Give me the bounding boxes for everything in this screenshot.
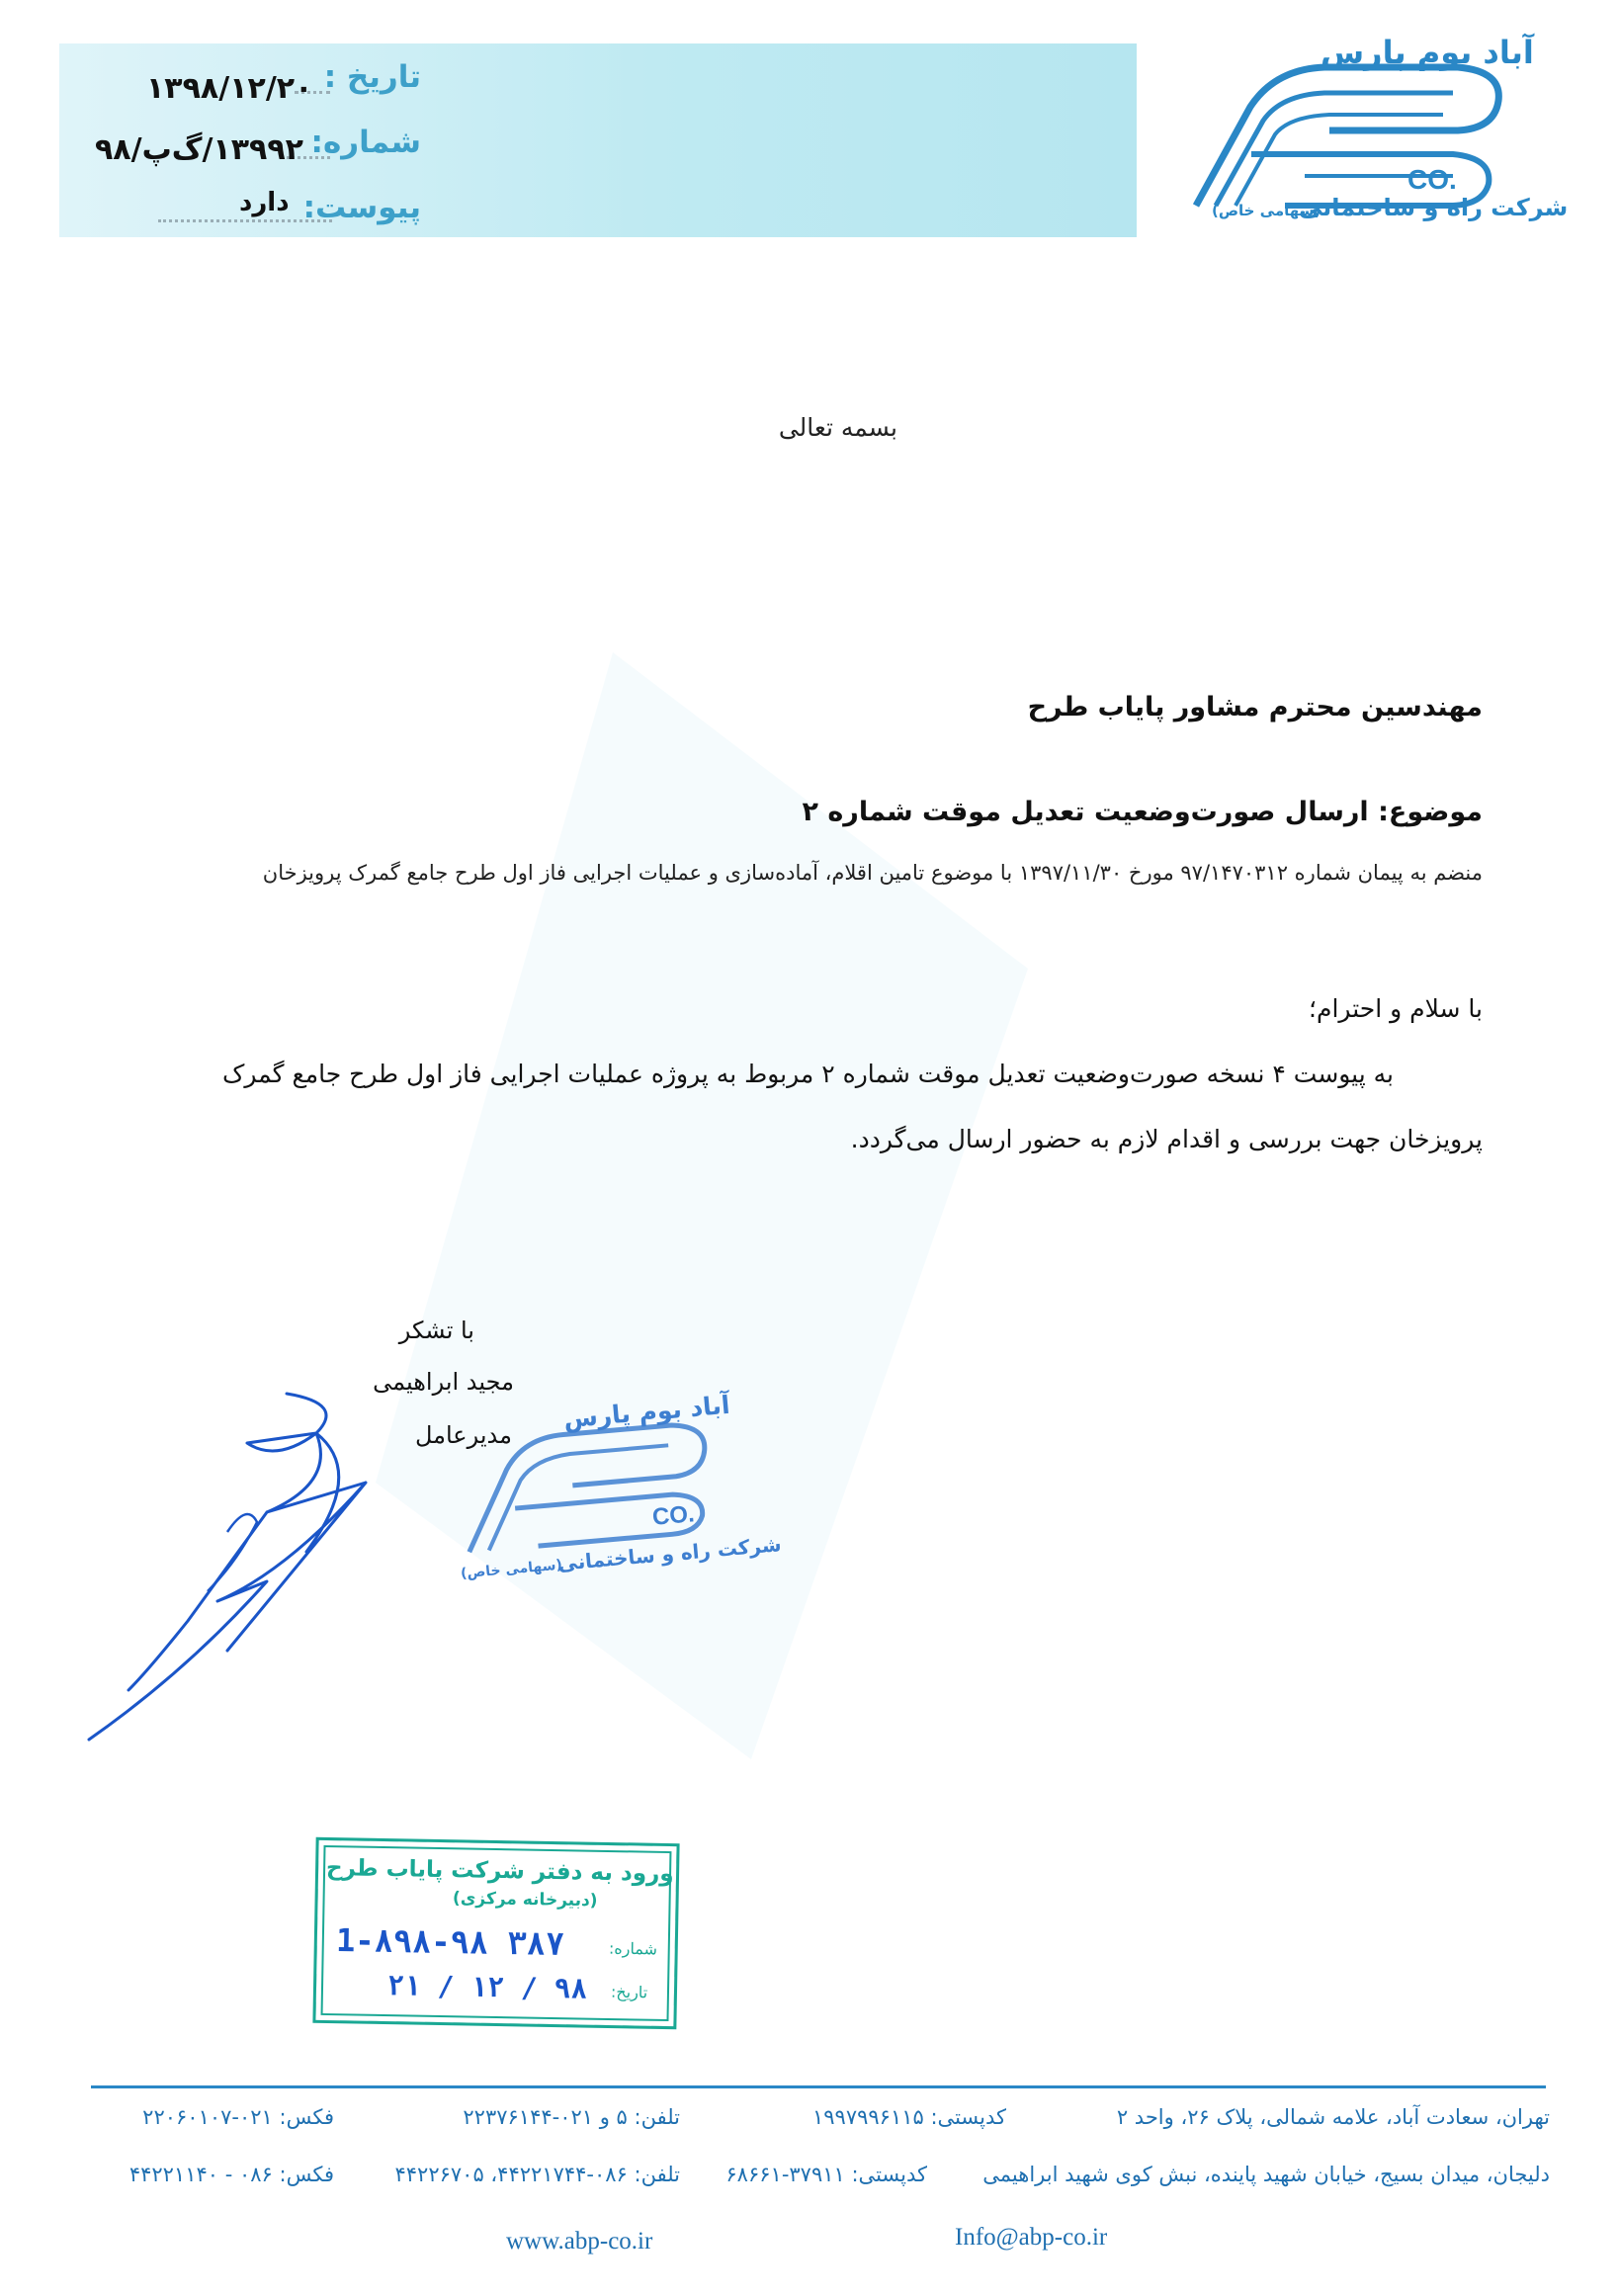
number-label: شماره: <box>310 125 421 160</box>
handwritten-signature <box>69 1374 544 1749</box>
footer-delijan-phone <box>394 2163 680 2186</box>
footer-tehran-fax-label: فکس: <box>279 2105 334 2129</box>
footer-tehran-phone <box>463 2105 680 2129</box>
footer-tehran-phone-label: تلفن: <box>634 2105 680 2129</box>
footer-tehran-postal-label: کدپستی: <box>930 2105 1006 2129</box>
logo-co: CO. <box>1407 164 1457 195</box>
logo-company-name: آباد بوم پارس <box>1321 34 1534 71</box>
footer-tehran-address: تهران، سعادت آباد، علامه شمالی، پلاک ۲۶، واحد ۲ <box>1116 2105 1550 2129</box>
attachment-label: پیوست: <box>302 190 421 225</box>
footer-website-link[interactable]: www.abp-co.ir <box>506 2228 653 2254</box>
number-value: ۱۳۹۹۲/گ‌پ/۹۸ <box>95 132 303 167</box>
footer-tehran-postal <box>812 2105 1006 2129</box>
footer-delijan-fax-label: فکس: <box>279 2163 334 2186</box>
received-stamp-number: 1-۸۹۸-۹۸ ۳۸۷ <box>335 1920 565 1964</box>
footer-delijan-phone-value: ۰۸۶-۴۴۲۲۱۷۴۴، ۴۴۲۲۶۷۰۵ <box>394 2163 628 2186</box>
footer-delijan-postal-value: ۳۷۹۱۱-۶۸۶۶۱ <box>725 2163 845 2186</box>
attachment-value: دارد <box>239 188 290 217</box>
body-line-2: پرویزخان جهت بررسی و اقدام لازم به حضور ارسال می‌گردد. <box>850 1125 1483 1153</box>
seal-company-type: شرکت راه و ساختمانی <box>556 1532 783 1575</box>
footer-delijan-fax-value: ۰۸۶ - ۴۴۲۲۱۱۴۰ <box>128 2163 273 2186</box>
closing: با تشکر <box>398 1317 474 1344</box>
received-stamp-date-label: تاریخ: <box>610 1982 648 2002</box>
contract-reference: منضم به پیمان شماره ۹۷/۱۴۷۰۳۱۲ مورخ ۱۳۹۷/۱۱/۳۰ با موضوع تامین اقلام، آماده‌سازی و عملیات اجرایی فاز اول طرح جامع گمرک پرویزخان <box>262 861 1483 885</box>
date-value: ۱۳۹۸/۱۲/۲۰ <box>146 71 313 106</box>
received-stamp-number-label: شماره: <box>608 1938 658 1959</box>
logo-company-type: شرکت راه و ساختمانی <box>1299 194 1569 221</box>
received-stamp-title: ورود به دفتر شرکت پایاب طرح <box>325 1854 674 1888</box>
footer-tehran-fax-value: ۰۲۱-۲۲۰۶۰۱۰۷ <box>142 2105 273 2129</box>
footer-tehran-phone-value: ۵ و ۰۲۱-۲۲۳۷۶۱۴۴ <box>463 2105 628 2129</box>
received-stamp-date: ۲۱ / ۱۲ / ۹۸ <box>386 1969 588 2005</box>
subject-label: موضوع: <box>1378 797 1483 827</box>
signer-title: مدیرعامل <box>414 1421 512 1449</box>
subject-text: ارسال صورت‌وضعیت تعدیل موقت شماره ۲ <box>802 797 1369 827</box>
footer-delijan-fax <box>129 2163 334 2186</box>
footer-delijan-address: دلیجان، میدان بسیج، خیابان شهید پاینده، نبش کوی شهید ابراهیمی <box>982 2163 1550 2186</box>
footer-delijan-phone-label: تلفن: <box>634 2163 680 2186</box>
footer-tehran-fax <box>142 2105 334 2129</box>
seal-company-subtype: (سهامی خاص) <box>460 1557 563 1582</box>
footer-delijan-postal-label: کدپستی: <box>851 2163 927 2186</box>
addressee: مهندسین محترم مشاور پایاب طرح <box>1027 692 1483 723</box>
footer-email-link[interactable]: Info@abp-co.ir <box>955 2224 1108 2251</box>
seal-co: CO. <box>650 1500 696 1531</box>
basmala: بسمه تعالی <box>778 413 897 442</box>
footer-rule <box>91 2085 1546 2088</box>
footer-delijan-postal <box>725 2163 927 2186</box>
greeting: با سلام و احترام؛ <box>1309 994 1483 1023</box>
body-line-1: به پیوست ۴ نسخه صورت‌وضعیت تعدیل موقت شماره ۲ مربوط به پروژه عملیات اجرایی فاز اول طرح جامع گمرک <box>222 1060 1394 1088</box>
date-label: تاریخ : <box>323 59 421 95</box>
attachment-dots <box>158 219 332 222</box>
received-stamp-subtitle: (دبیرخانه مرکزی) <box>452 1888 598 1912</box>
seal-company-name: آباد بوم پارس <box>562 1390 731 1434</box>
subject-line <box>802 797 1483 827</box>
signer-name: مجید ابراهیمی <box>373 1368 514 1396</box>
footer-tehran-postal-value: ۱۹۹۷۹۹۶۱۱۵ <box>812 2105 924 2129</box>
logo-company-subtype: (سهامی خاص) <box>1212 202 1321 219</box>
